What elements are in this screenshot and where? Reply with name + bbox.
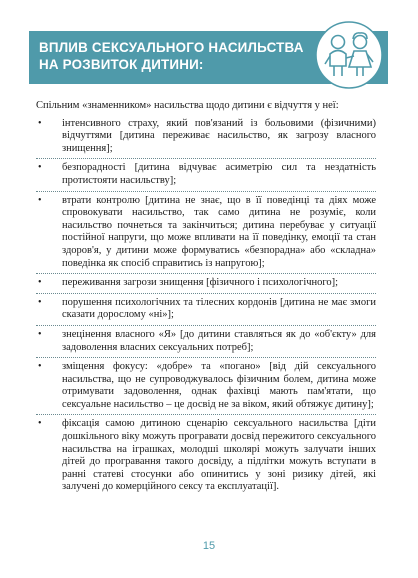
bullet-icon: • [38, 194, 42, 206]
children-circle-icon [314, 20, 384, 90]
bullet-icon: • [38, 277, 42, 289]
list-item: • втрати контролю [дитина не знає, що в її поведінці та діях може спровокувати насильство, так само дитина не розуміє, коли насильство почнеться та закінчиться; дитина перебуває у ситуації постійної напруги, що може впливати на її поведінку, емоції та стан здоров'я, у дитини може формуватись «безпорадна» або «складна» поведінка як спосіб справитись із напругою]; [36, 192, 376, 275]
list-item: • фіксація самою дитиною сценарію сексуального насильства [діти дошкільного віку можуть програвати досвід пережитого сексуального насильства на іграшках, молодші школярі можуть залучати інших дітей до програвання такого досвіду, а підлітки можуть вступати в ранні статеві стосунки або опинитись у зоні ризику дітей, які залучені до комерційного сексу та експлуатації]. [38, 418, 376, 493]
list-item: • інтенсивного страху, який пов'язаний із больовими (фізичними) відчуттями [дитина переживає насильство, як загрозу власного знищення]; [36, 115, 376, 160]
list-item: • безпорадності [дитина відчуває асиметрію сил та нездатність протистояти насильству]; [36, 159, 376, 191]
bullet-icon: • [38, 162, 42, 174]
bullet-icon: • [38, 296, 42, 308]
page-content [36, 100, 376, 497]
list-item: • зміщення фокусу: «добре» та «погано» [від дій сексуального насильства, що не супроводжувалось фізичним болем, дитина може отримувати задоволення, однак фахівці мають пам'ятати, що сексуальне насильство – це досвід не за віком, який обтяжує дитину]; [36, 358, 376, 415]
page-number: 15 [202, 540, 216, 552]
list-item: • знецінення власного «Я» [до дитини ставляться як до «об'єкту» для задоволення власних сексуальних потреб]; [36, 326, 376, 358]
bullet-icon: • [38, 418, 42, 430]
bullet-icon: • [38, 328, 42, 340]
bullet-icon: • [38, 361, 42, 373]
section-banner [29, 31, 388, 84]
intro-text: Спільним «знаменником» насильства щодо дитини є відчуття у неї: [36, 100, 339, 111]
feelings-list [36, 115, 376, 497]
section-title: ВПЛИВ СЕКСУАЛЬНОГО НАСИЛЬСТВА НА РОЗВИТОК ДИТИНИ: [39, 40, 304, 72]
list-item: • переживання загрози знищення [фізичного і психологічного]; [36, 274, 376, 294]
list-item: • порушення психологічних та тілесних кордонів [дитина не має змоги сказати дорослому «ні»]; [36, 294, 376, 326]
bullet-icon: • [38, 117, 42, 129]
